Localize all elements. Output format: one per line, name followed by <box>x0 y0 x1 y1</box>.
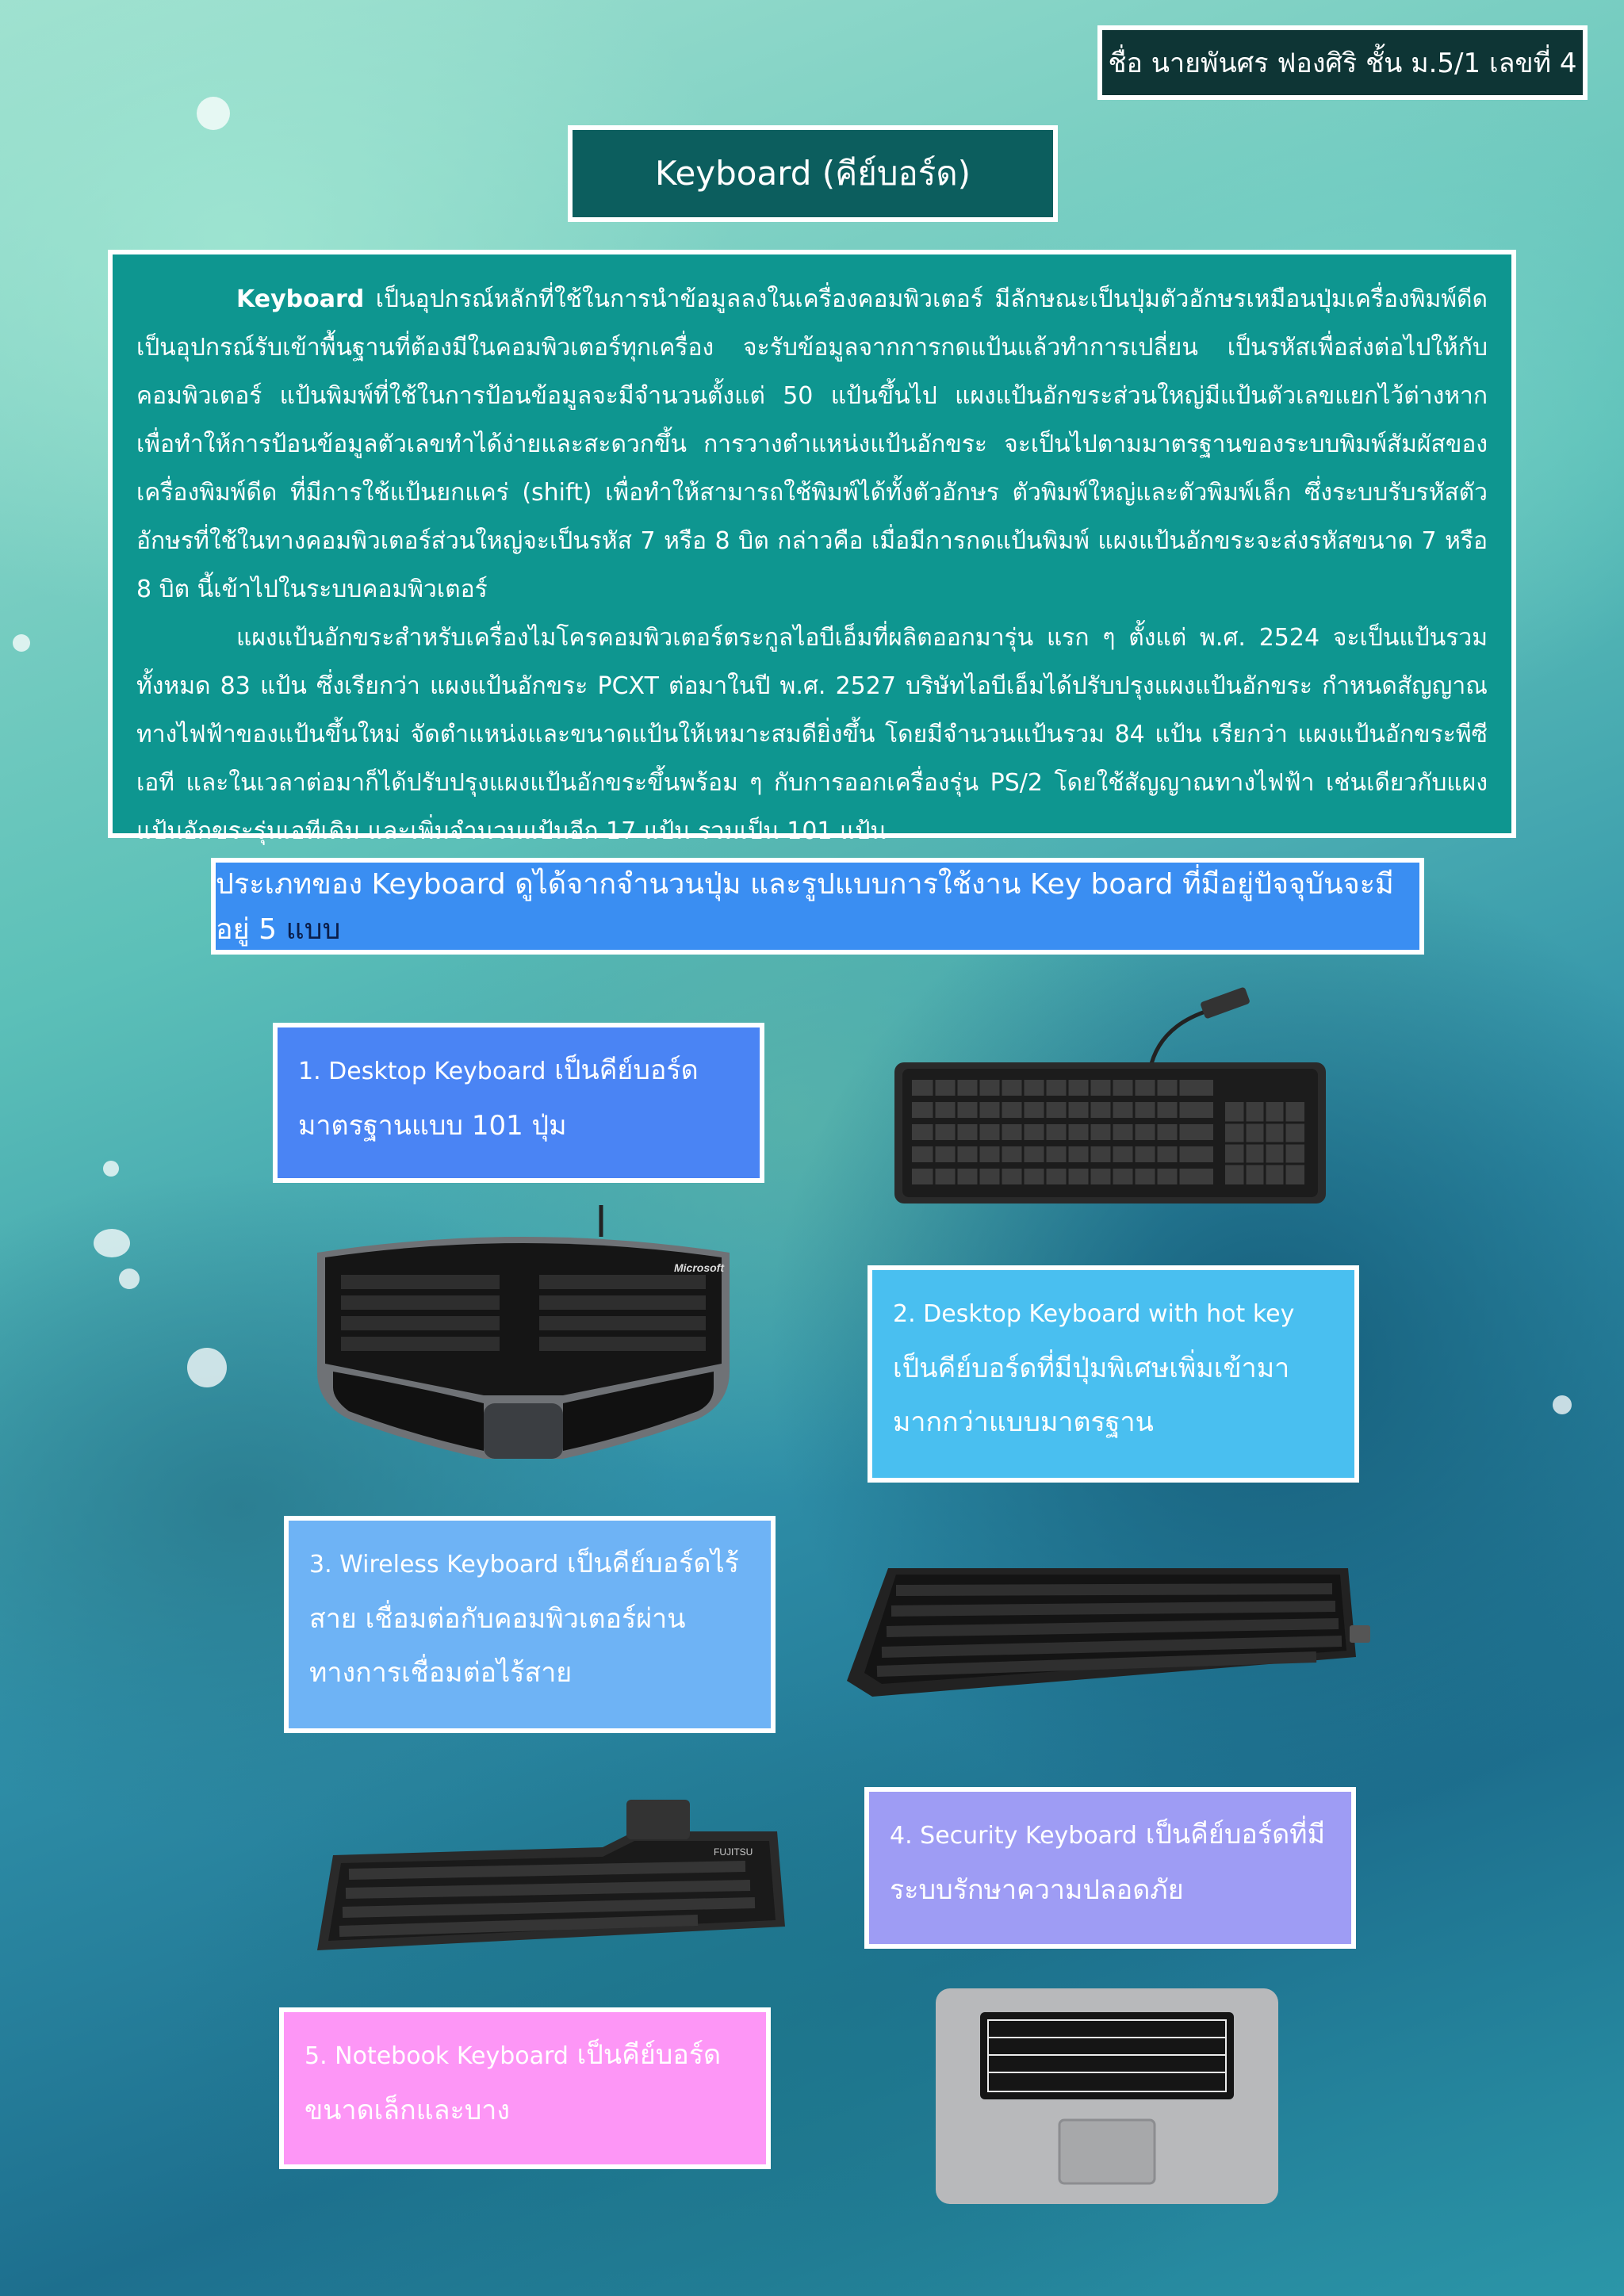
type-desc: เป็นคีย์บอร์ดที่มีระบบรักษาความปลอดภัย <box>890 1819 1326 1906</box>
desktop-keyboard-image <box>888 983 1332 1221</box>
security-keyboard-image <box>301 1784 793 1966</box>
wireless-keyboard-image <box>841 1554 1388 1712</box>
paint-splatter <box>1553 1395 1572 1414</box>
paint-splatter <box>187 1348 227 1387</box>
paint-splatter <box>103 1161 119 1177</box>
type-name: 5. Notebook Keyboard <box>304 2042 569 2070</box>
type-name: 4. Security Keyboard <box>890 1822 1137 1850</box>
intro-box <box>108 250 1516 845</box>
types-heading-text: ประเภทของ Keyboard ดูได้จากจำนวนปุ่ม และรูปแบบการใช้งาน Key board ที่มีอยู่ปัจจุบันจะมีอยู่ 5 <box>216 868 1394 946</box>
title-box <box>568 125 1058 222</box>
type-name: 2. Desktop Keyboard with hot key <box>893 1300 1295 1328</box>
intro-text-1: เป็นอุปกรณ์หลักที่ใช้ในการนำข้อมูลลงในเครื่องคอมพิวเตอร์ มีลักษณะเป็นปุ่มตัวอักษรเหมือนปุ่มเครื่องพิมพ์ดีด เป็นอุปกรณ์รับเข้าพื้นฐานที่ต้องมีในคอมพิวเตอร์ทุกเครื่อง จะรับข้อมูลจากการกดแป้นแล้วทำการเปลี่ยน เป็นรหัสเพื่อส่งต่อไปให้กับคอมพิวเตอร์ แป้นพิมพ์ที่ใช้ในการป้อนข้อมูลจะมีจำนวนตั้งแต่ 50 แป้นขึ้นไป แผงแป้นอักขระส่วนใหญ่มีแป้นตัวเลขแยกไว้ต่างหาก เพื่อทำให้การป้อนข้อมูลตัวเลขทำได้ง่ายและสะดวกขึ้น การวางตำแหน่งแป้นอักขระ จะเป็นไปตามมาตรฐานของระบบพิมพ์สัมผัสของเครื่องพิมพ์ดีด ที่มีการใช้แป้นยกแคร่ (shift) เพื่อทำให้สามารถใช้พิมพ์ได้ทั้งตัวอักษร ตัวพิมพ์ใหญ่และตัวพิมพ์เล็ก ซึ่งระบบรับรหัสตัวอักษรที่ใช้ในทางคอมพิวเตอร์ส่วนใหญ่จะเป็นรหัส 7 หรือ 8 บิต กล่าวคือ เมื่อมีการกดแป้นพิมพ์ แผงแป้นอักขระจะส่งรหัสขนาด 7 หรือ 8 บิต นี้เข้าไปในระบบคอมพิวเตอร์ <box>136 285 1488 603</box>
type-card-notebook <box>279 2007 771 2169</box>
ergonomic-hotkey-keyboard-image <box>301 1205 745 1475</box>
type-card-desktop <box>273 1023 764 1183</box>
type-desc: เป็นคีย์บอร์ดไร้สาย เชื่อมต่อกับคอมพิวเตอร์ผ่านทางการเชื่อมต่อไร้สาย <box>309 1548 739 1689</box>
paint-splatter <box>13 634 30 652</box>
type-card-wireless <box>284 1516 776 1733</box>
fujitsu-logo: FUJITSU <box>714 1846 753 1858</box>
paint-splatter <box>94 1229 130 1257</box>
microsoft-logo: Microsoft <box>674 1261 724 1274</box>
type-card-hotkey <box>868 1265 1359 1483</box>
notebook-keyboard-image <box>933 1985 1281 2207</box>
type-desc: เป็นคีย์บอร์ดขนาดเล็กและบาง <box>304 2039 722 2126</box>
types-heading <box>216 861 1419 951</box>
intro-paragraph-2: แผงแป้นอักขระสำหรับเครื่องไมโครคอมพิวเตอร์ตระกูลไอบีเอ็มที่ผลิตออกมารุ่น แรก ๆ ตั้งแต่ พ.ศ. 2524 จะเป็นแป้นรวมทั้งหมด 83 แป้น ซึ่งเรียกว่า แผงแป้นอักขระ PCXT ต่อมาในปี พ.ศ. 2527 บริษัทไอบีเอ็มได้ปรับปรุงแผงแป้นอักขระ กำหนดสัญญาณทางไฟฟ้าของแป้นขึ้นใหม่ จัดตำแหน่งและขนาดแป้นให้เหมาะสมดียิ่งขึ้น โดยมีจำนวนแป้นรวม 84 แป้น เรียกว่า แผงแป้นอักขระพีซีเอที และในเวลาต่อมาก็ได้ปรับปรุงแผงแป้นอักขระขึ้นพร้อม ๆ กับการออกเครื่องรุ่น PS/2 โดยใช้สัญญาณทางไฟฟ้า เช่นเดียวกับแผงแป้นอักขระรุ่นเอทีเดิม และเพิ่มจำนวนแป้นอีก 17 แป้น รวมเป็น 101 แป้น <box>136 624 1488 845</box>
paint-splatter <box>197 97 230 130</box>
intro-keyword: Keyboard <box>236 285 365 313</box>
type-desc: เป็นคีย์บอร์ดที่มีปุ่มพิเศษเพิ่มเข้ามามากกว่าแบบมาตรฐาน <box>893 1353 1290 1438</box>
paint-splatter <box>119 1269 140 1289</box>
type-desc: เป็นคีย์บอร์ดมาตรฐานแบบ 101 ปุ่ม <box>298 1054 699 1142</box>
types-heading-box <box>211 858 1424 955</box>
student-info-box <box>1097 25 1588 100</box>
type-name: 1. Desktop Keyboard <box>298 1058 546 1085</box>
types-heading-last-word: แบบ <box>285 913 341 946</box>
page-title: Keyboard (คีย์บอร์ด) <box>655 154 971 193</box>
student-info: ชื่อ นายพันศร ฟองศิริ ชั้น ม.5/1 เลขที่ 4 <box>1108 48 1577 79</box>
intro-paragraph-1 <box>136 275 1488 614</box>
type-card-security <box>864 1787 1356 1949</box>
type-name: 3. Wireless Keyboard <box>309 1551 559 1578</box>
